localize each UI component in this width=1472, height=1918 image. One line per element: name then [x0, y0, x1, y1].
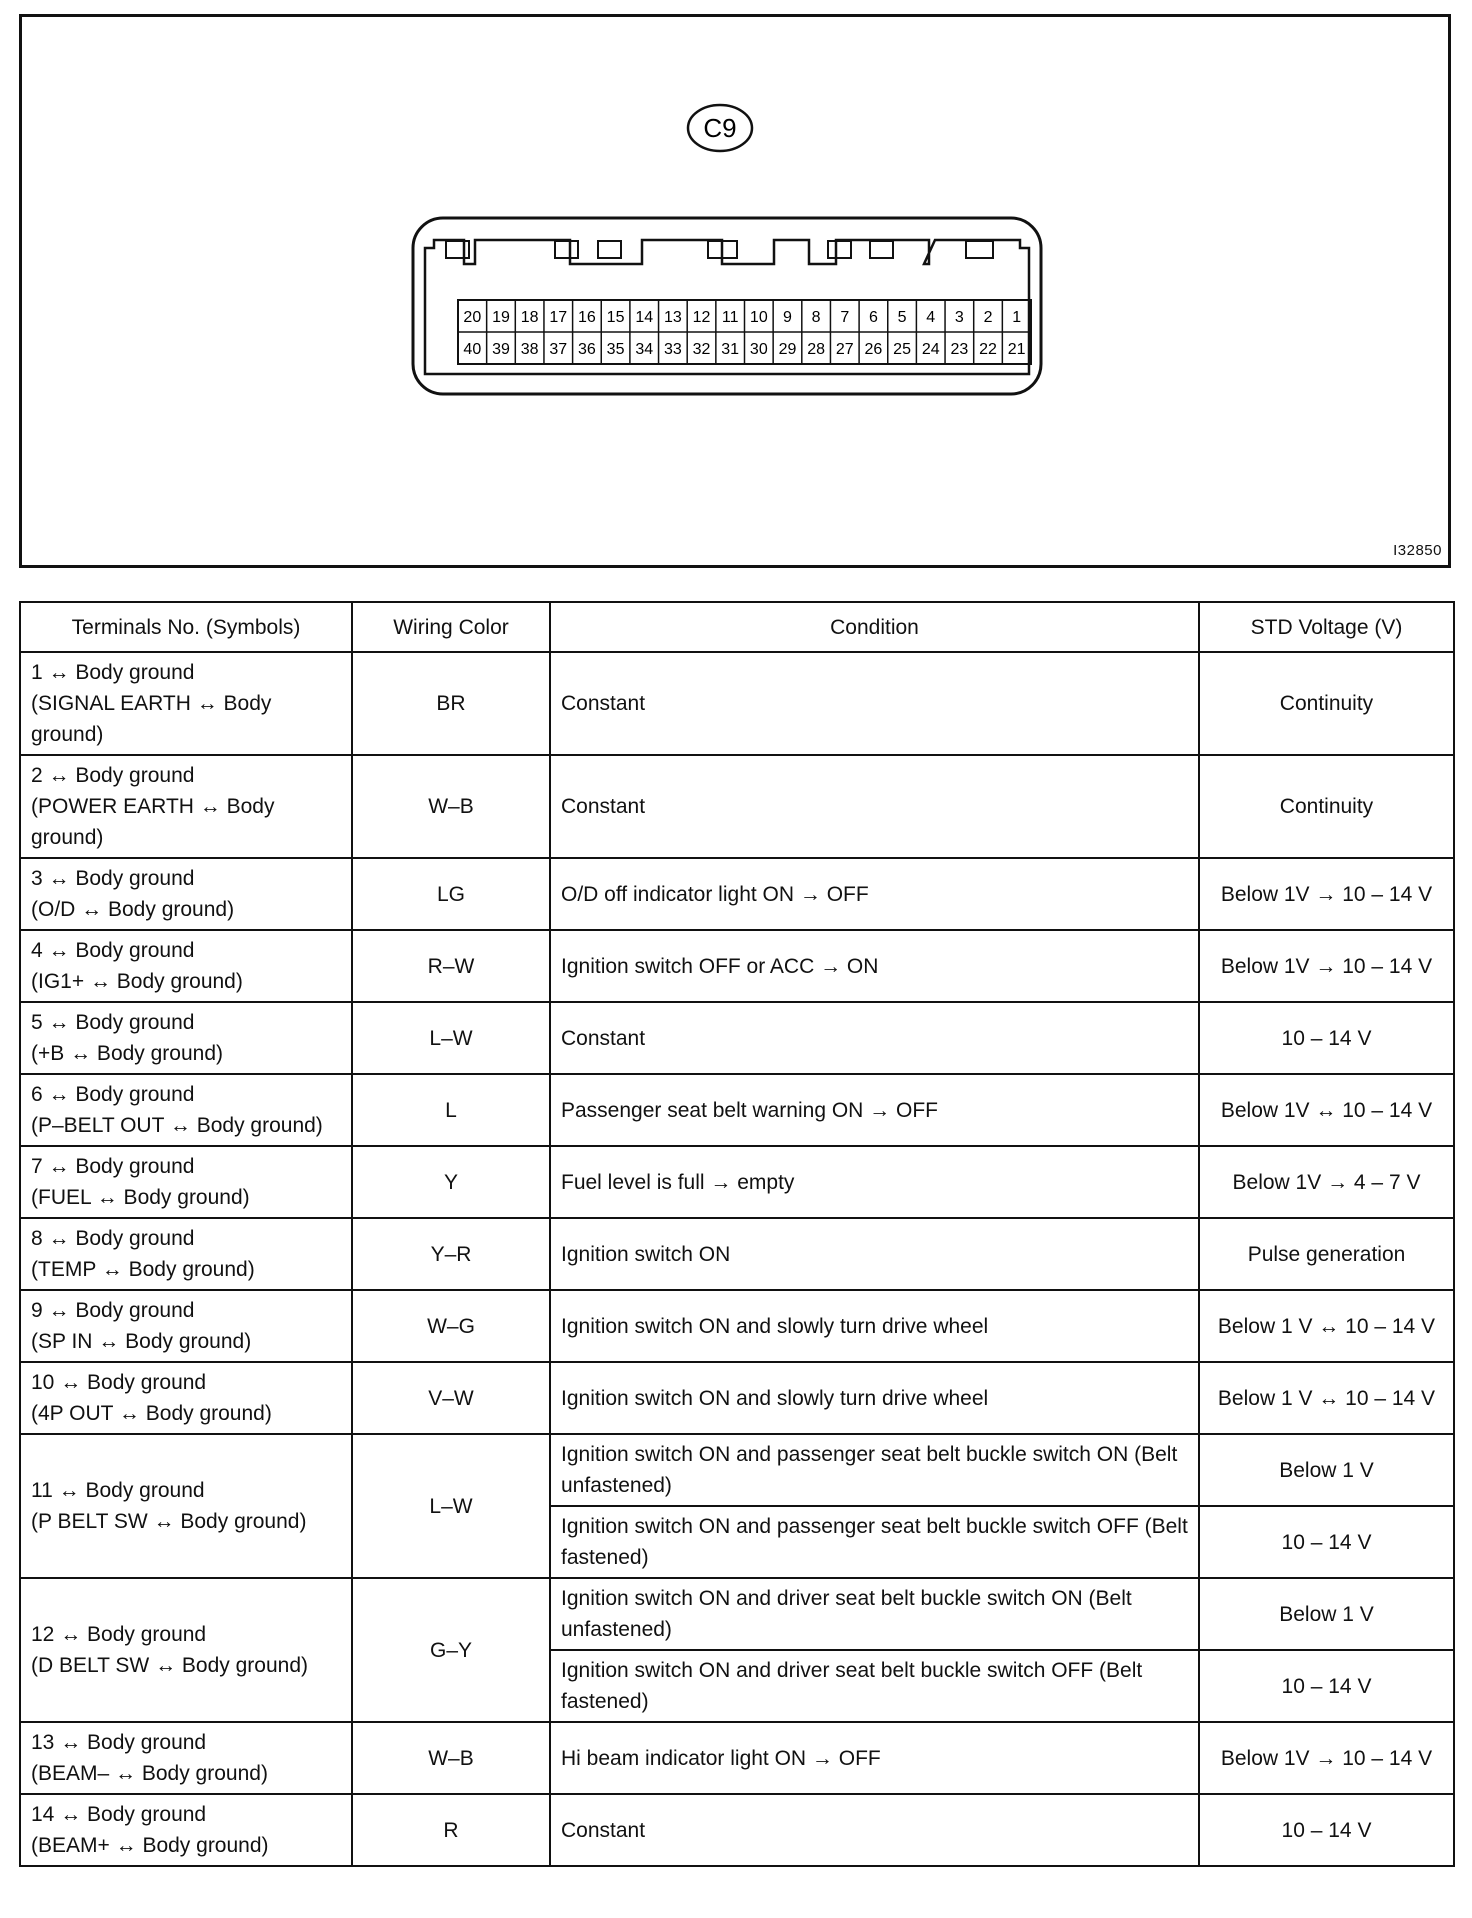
- terminal-text: 6 ↔ Body ground: [31, 1083, 195, 1106]
- pin-number: 16: [578, 309, 596, 326]
- pin-number: 27: [835, 341, 854, 358]
- terminal-cell: [20, 1290, 352, 1362]
- terminal-text: (BEAM+ ↔ Body ground): [31, 1834, 269, 1857]
- table-row: [20, 1794, 1454, 1866]
- terminal-cell: [20, 652, 352, 755]
- table-row: [20, 858, 1454, 930]
- terminal-text: 9 ↔ Body ground: [31, 1299, 195, 1322]
- wiring-color-cell: LG: [352, 858, 550, 930]
- wiring-color-cell: R: [352, 1794, 550, 1866]
- pin-number: 36: [578, 341, 596, 358]
- table-row: [20, 1002, 1454, 1074]
- std-voltage-cell: Below 1 V ↔ 10 – 14 V: [1199, 1362, 1454, 1434]
- condition-cell: Hi beam indicator light ON → OFF: [550, 1722, 1199, 1794]
- table-row: [20, 652, 1454, 755]
- pin-number: 17: [549, 309, 568, 326]
- terminal-text: (P BELT SW ↔ Body ground): [31, 1510, 307, 1533]
- table-row: [20, 1362, 1454, 1434]
- terminal-text: 8 ↔ Body ground: [31, 1227, 195, 1250]
- pin-number: 40: [463, 341, 482, 358]
- header-terminal: Terminals No. (Symbols): [20, 602, 352, 652]
- terminal-text: 12 ↔ Body ground: [31, 1623, 207, 1646]
- condition-cell: Fuel level is full → empty: [550, 1146, 1199, 1218]
- pin-number: 31: [721, 341, 740, 358]
- terminal-text: (SIGNAL EARTH ↔ Body: [31, 692, 272, 715]
- terminal-cell: [20, 1434, 352, 1578]
- wiring-color-cell: V–W: [352, 1362, 550, 1434]
- terminal-text: 1 ↔ Body ground: [31, 661, 195, 684]
- condition-cell: Ignition switch ON and driver seat belt buckle switch ON (Belt unfastened): [550, 1578, 1199, 1650]
- wiring-color-cell: L: [352, 1074, 550, 1146]
- std-voltage-cell: Continuity: [1199, 755, 1454, 858]
- pin-number: 6: [868, 309, 878, 326]
- terminal-cell: [20, 1794, 352, 1866]
- condition-cell: Passenger seat belt warning ON → OFF: [550, 1074, 1199, 1146]
- wiring-color-cell: W–B: [352, 1722, 550, 1794]
- pin-number: 12: [692, 309, 711, 326]
- pin-number: 30: [749, 341, 768, 358]
- wiring-color-cell: L–W: [352, 1002, 550, 1074]
- pin-number: 29: [778, 341, 797, 358]
- std-voltage-cell: Pulse generation: [1199, 1218, 1454, 1290]
- latch-slot: [966, 241, 993, 258]
- table-row: [20, 1074, 1454, 1146]
- std-voltage-cell: Below 1 V: [1199, 1578, 1454, 1650]
- std-voltage-cell: Below 1V → 10 – 14 V: [1199, 1722, 1454, 1794]
- terminal-text: (IG1+ ↔ Body ground): [31, 970, 243, 993]
- table-row: [20, 755, 1454, 858]
- pin-number: 21: [1007, 341, 1026, 358]
- terminal-spec-table: [19, 601, 1455, 1867]
- wiring-color-cell: G–Y: [352, 1578, 550, 1722]
- table-row: [20, 930, 1454, 1002]
- wiring-color-cell: W–B: [352, 755, 550, 858]
- header-std-voltage: STD Voltage (V): [1199, 602, 1454, 652]
- std-voltage-cell: Below 1 V ↔ 10 – 14 V: [1199, 1290, 1454, 1362]
- wiring-color-cell: W–G: [352, 1290, 550, 1362]
- terminal-cell: [20, 1362, 352, 1434]
- pin-number: 5: [897, 309, 907, 326]
- terminal-text: (POWER EARTH ↔ Body: [31, 795, 275, 818]
- condition-cell: Constant: [550, 1794, 1199, 1866]
- terminal-text: (4P OUT ↔ Body ground): [31, 1402, 272, 1425]
- condition-cell: Ignition switch ON and slowly turn drive wheel: [550, 1362, 1199, 1434]
- table-row: [20, 1722, 1454, 1794]
- table-row: [20, 1218, 1454, 1290]
- pin-number: 28: [807, 341, 826, 358]
- pin-number: 8: [811, 309, 821, 326]
- terminal-cell: [20, 1578, 352, 1722]
- pin-number: 33: [663, 341, 682, 358]
- pin-number: 20: [463, 309, 482, 326]
- terminal-text: (D BELT SW ↔ Body ground): [31, 1654, 308, 1677]
- table-row: [20, 1434, 1454, 1506]
- terminal-cell: [20, 755, 352, 858]
- pin-number: 23: [950, 341, 969, 358]
- pin-number: 14: [635, 309, 654, 326]
- terminal-text: 11 ↔ Body ground: [31, 1479, 205, 1502]
- pin-number: 15: [606, 309, 625, 326]
- terminal-text: 3 ↔ Body ground: [31, 867, 195, 890]
- pin-number: 26: [864, 341, 883, 358]
- pin-number: 18: [520, 309, 539, 326]
- pin-number: 34: [635, 341, 654, 358]
- std-voltage-cell: 10 – 14 V: [1199, 1650, 1454, 1722]
- condition-cell: Constant: [550, 652, 1199, 755]
- pin-number: 37: [549, 341, 568, 358]
- pin-number: 10: [749, 309, 768, 326]
- std-voltage-cell: Below 1V → 10 – 14 V: [1199, 930, 1454, 1002]
- std-voltage-cell: Below 1V → 4 – 7 V: [1199, 1146, 1454, 1218]
- terminal-cell: [20, 930, 352, 1002]
- pin-number: 9: [783, 309, 792, 326]
- connector-housing-outer: [413, 218, 1041, 394]
- latch-slot: [828, 241, 851, 258]
- condition-cell: Constant: [550, 1002, 1199, 1074]
- terminal-text: 14 ↔ Body ground: [31, 1803, 207, 1826]
- condition-cell: Ignition switch ON and passenger seat belt buckle switch ON (Belt unfastened): [550, 1434, 1199, 1506]
- pin-number: 38: [520, 341, 539, 358]
- header-wiring-color: Wiring Color: [352, 602, 550, 652]
- std-voltage-cell: 10 – 14 V: [1199, 1506, 1454, 1578]
- terminal-text: ground): [31, 826, 104, 849]
- terminal-cell: [20, 1722, 352, 1794]
- terminal-cell: [20, 1002, 352, 1074]
- latch-slot: [446, 241, 469, 258]
- wiring-color-cell: R–W: [352, 930, 550, 1002]
- condition-cell: Ignition switch ON and driver seat belt buckle switch OFF (Belt fastened): [550, 1650, 1199, 1722]
- wiring-color-cell: BR: [352, 652, 550, 755]
- terminal-text: 4 ↔ Body ground: [31, 939, 195, 962]
- header-condition: Condition: [550, 602, 1199, 652]
- terminal-cell: [20, 1146, 352, 1218]
- std-voltage-cell: 10 – 14 V: [1199, 1002, 1454, 1074]
- condition-cell: Constant: [550, 755, 1199, 858]
- pin-number: 3: [954, 309, 964, 326]
- pin-grid: [458, 300, 1031, 364]
- condition-cell: O/D off indicator light ON → OFF: [550, 858, 1199, 930]
- pin-number: 39: [492, 341, 510, 358]
- terminal-text: (P–BELT OUT ↔ Body ground): [31, 1114, 323, 1137]
- terminal-text: (BEAM– ↔ Body ground): [31, 1762, 268, 1785]
- terminal-text: 10 ↔ Body ground: [31, 1371, 207, 1394]
- terminal-text: 2 ↔ Body ground: [31, 764, 195, 787]
- terminal-text: 5 ↔ Body ground: [31, 1011, 195, 1034]
- std-voltage-cell: Below 1 V: [1199, 1434, 1454, 1506]
- condition-cell: Ignition switch ON and passenger seat belt buckle switch OFF (Belt fastened): [550, 1506, 1199, 1578]
- pin-number: 1: [1012, 309, 1022, 326]
- pin-number: 11: [721, 309, 739, 326]
- terminal-text: 7 ↔ Body ground: [31, 1155, 195, 1178]
- wiring-color-cell: Y: [352, 1146, 550, 1218]
- table-row: [20, 1146, 1454, 1218]
- terminal-text: (TEMP ↔ Body ground): [31, 1258, 255, 1281]
- terminal-cell: [20, 1218, 352, 1290]
- table-header-row: [20, 602, 1454, 652]
- connector-diagram: [22, 17, 1448, 565]
- pin-number: 13: [663, 309, 682, 326]
- terminal-cell: [20, 858, 352, 930]
- pin-number: 22: [979, 341, 997, 358]
- std-voltage-cell: Below 1V → 10 – 14 V: [1199, 858, 1454, 930]
- terminal-text: ground): [31, 723, 104, 746]
- terminal-text: (+B ↔ Body ground): [31, 1042, 224, 1065]
- latch-slot: [598, 241, 621, 258]
- pin-number: 2: [983, 309, 993, 326]
- latch-slot: [555, 241, 578, 258]
- pin-number: 7: [840, 309, 850, 326]
- connector-figure: [19, 14, 1451, 568]
- std-voltage-cell: Continuity: [1199, 652, 1454, 755]
- figure-id: I32850: [1393, 542, 1442, 559]
- std-voltage-cell: 10 – 14 V: [1199, 1794, 1454, 1866]
- pin-number: 4: [926, 309, 936, 326]
- pin-number: 35: [606, 341, 625, 358]
- pin-number: 19: [492, 309, 510, 326]
- condition-cell: Ignition switch ON and slowly turn drive wheel: [550, 1290, 1199, 1362]
- wiring-color-cell: Y–R: [352, 1218, 550, 1290]
- terminal-text: (O/D ↔ Body ground): [31, 898, 235, 921]
- table-row: [20, 1290, 1454, 1362]
- table-row: [20, 1578, 1454, 1650]
- std-voltage-cell: Below 1V ↔ 10 – 14 V: [1199, 1074, 1454, 1146]
- pin-number: 24: [921, 341, 940, 358]
- latch-slot: [870, 241, 893, 258]
- connector-label: C9: [703, 113, 737, 143]
- wiring-color-cell: L–W: [352, 1434, 550, 1578]
- pin-number: 25: [893, 341, 911, 358]
- terminal-text: 13 ↔ Body ground: [31, 1731, 207, 1754]
- terminal-text: (SP IN ↔ Body ground): [31, 1330, 252, 1353]
- terminal-text: (FUEL ↔ Body ground): [31, 1186, 250, 1209]
- condition-cell: Ignition switch ON: [550, 1218, 1199, 1290]
- terminal-cell: [20, 1074, 352, 1146]
- condition-cell: Ignition switch OFF or ACC → ON: [550, 930, 1199, 1002]
- pin-number: 32: [692, 341, 711, 358]
